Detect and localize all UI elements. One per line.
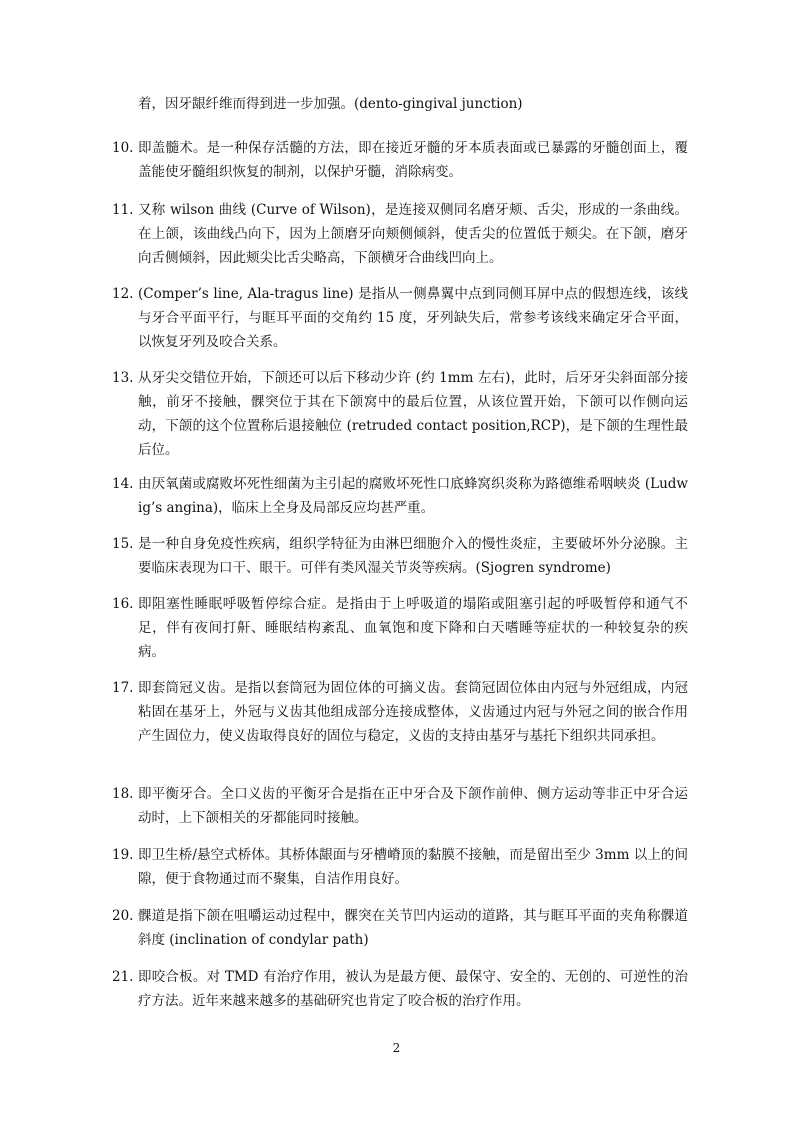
entry-11 [112,198,688,270]
entry-20 [112,904,688,952]
entry-21 [112,965,688,1013]
entry-number: 14. [112,476,134,492]
entry-number: 15. [112,536,134,552]
continuation-paragraph: 着，因牙龈纤维而得到进一步加强。(dento-gingival junction) [138,96,523,112]
entry-text: 即平衡牙合。全口义齿的平衡牙合是指在正中牙合及下颌作前伸、侧方运动等非正中牙合运动时，上下颌相关的牙都能同时接触。 [138,786,688,826]
entry-text: (Comper’s line, Ala-tragus line) 是指从一侧鼻翼中点到同侧耳屏中点的假想连线，该线与牙合平面平行，与眶耳平面的交角约 15 度，牙列缺失后，常参考该线来确定牙合平面，以恢复牙列及咬合关系。 [138,286,688,350]
entry-text: 是一种自身免疫性疾病，组织学特征为由淋巴细胞介入的慢性炎症，主要破坏外分泌腺。主要临床表现为口干、眼干。可伴有类风湿关节炎等疾病。(Sjogren syndrome) [138,536,688,576]
entry-10 [112,136,688,184]
entry-number: 11. [112,202,134,218]
entry-18 [112,782,688,830]
entry-number: 10. [112,140,134,156]
entry-text: 即盖髓术。是一种保存活髓的方法，即在接近牙髓的牙本质表面或已暴露的牙髓创面上，覆盖能使牙髓组织恢复的制剂，以保护牙髓，消除病变。 [138,140,688,180]
page-number: 2 [392,1041,401,1055]
entry-text: 即阻塞性睡眠呼吸暂停综合症。是指由于上呼吸道的塌陷或阻塞引起的呼吸暂停和通气不足，伴有夜间打鼾、睡眠结构紊乱、血氧饱和度下降和白天嗜睡等症状的一种较复杂的疾病。 [138,596,688,660]
entry-text: 即套筒冠义齿。是指以套筒冠为固位体的可摘义齿。套筒冠固位体由内冠与外冠组成，内冠粘固在基牙上，外冠与义齿其他组成部分连接成整体，义齿通过内冠与外冠之间的嵌合作用产生固位力，使义齿取得良好的固位与稳定，义齿的支持由基牙与基托下组织共同承担。 [138,680,688,744]
entry-number: 16. [112,596,134,612]
entry-15 [112,532,688,580]
entry-text: 从牙尖交错位开始，下颌还可以后下移动少许 (约 1mm 左右)，此时，后牙牙尖斜面部分接触，前牙不接触，髁突位于其在下颌窝中的最后位置，从该位置开始，下颌可以作侧向运动，下颌的这个位置称后退接触位 (retruded contact position,RCP)，是下颌的生理性最后位。 [138,370,688,458]
entry-text: 又称 wilson 曲线 (Curve of Wilson)，是连接双侧同名磨牙颊、舌尖，形成的一条曲线。在上颌，该曲线凸向下，因为上颌磨牙向颊侧倾斜，使舌尖的位置低于颊尖。在下颌，磨牙向舌侧倾斜，因此颊尖比舌尖略高，下颌横牙合曲线凹向上。 [138,202,688,266]
entry-number: 18. [112,786,134,802]
entry-number: 20. [112,908,134,924]
entry-17 [112,676,688,748]
entry-text: 髁道是指下颌在咀嚼运动过程中，髁突在关节凹内运动的道路，其与眶耳平面的夹角称髁道斜度 (inclination of condylar path) [138,908,688,948]
entry-13 [112,366,688,462]
entry-12 [112,282,688,354]
entry-number: 19. [112,847,134,863]
entry-14 [112,472,688,520]
entry-number: 13. [112,370,134,386]
entry-number: 12. [112,286,134,302]
entry-19 [112,843,688,891]
entry-text: 由厌氧菌或腐败坏死性细菌为主引起的腐败坏死性口底蜂窝织炎称为路德维希咽峡炎 (Ludwig’s angina)，临床上全身及局部反应均甚严重。 [138,476,688,516]
entry-text: 即咬合板。对 TMD 有治疗作用，被认为是最方便、最保守、安全的、无创的、可逆性的治疗方法。近年来越来越多的基础研究也肯定了咬合板的治疗作用。 [138,969,688,1009]
entry-number: 17. [112,680,134,696]
entry-text: 即卫生桥/悬空式桥体。其桥体龈面与牙槽嵴顶的黏膜不接触，而是留出至少 3mm 以上的间隙，便于食物通过而不聚集，自洁作用良好。 [138,847,688,887]
entry-number: 21. [112,969,134,985]
entry-16 [112,592,688,664]
